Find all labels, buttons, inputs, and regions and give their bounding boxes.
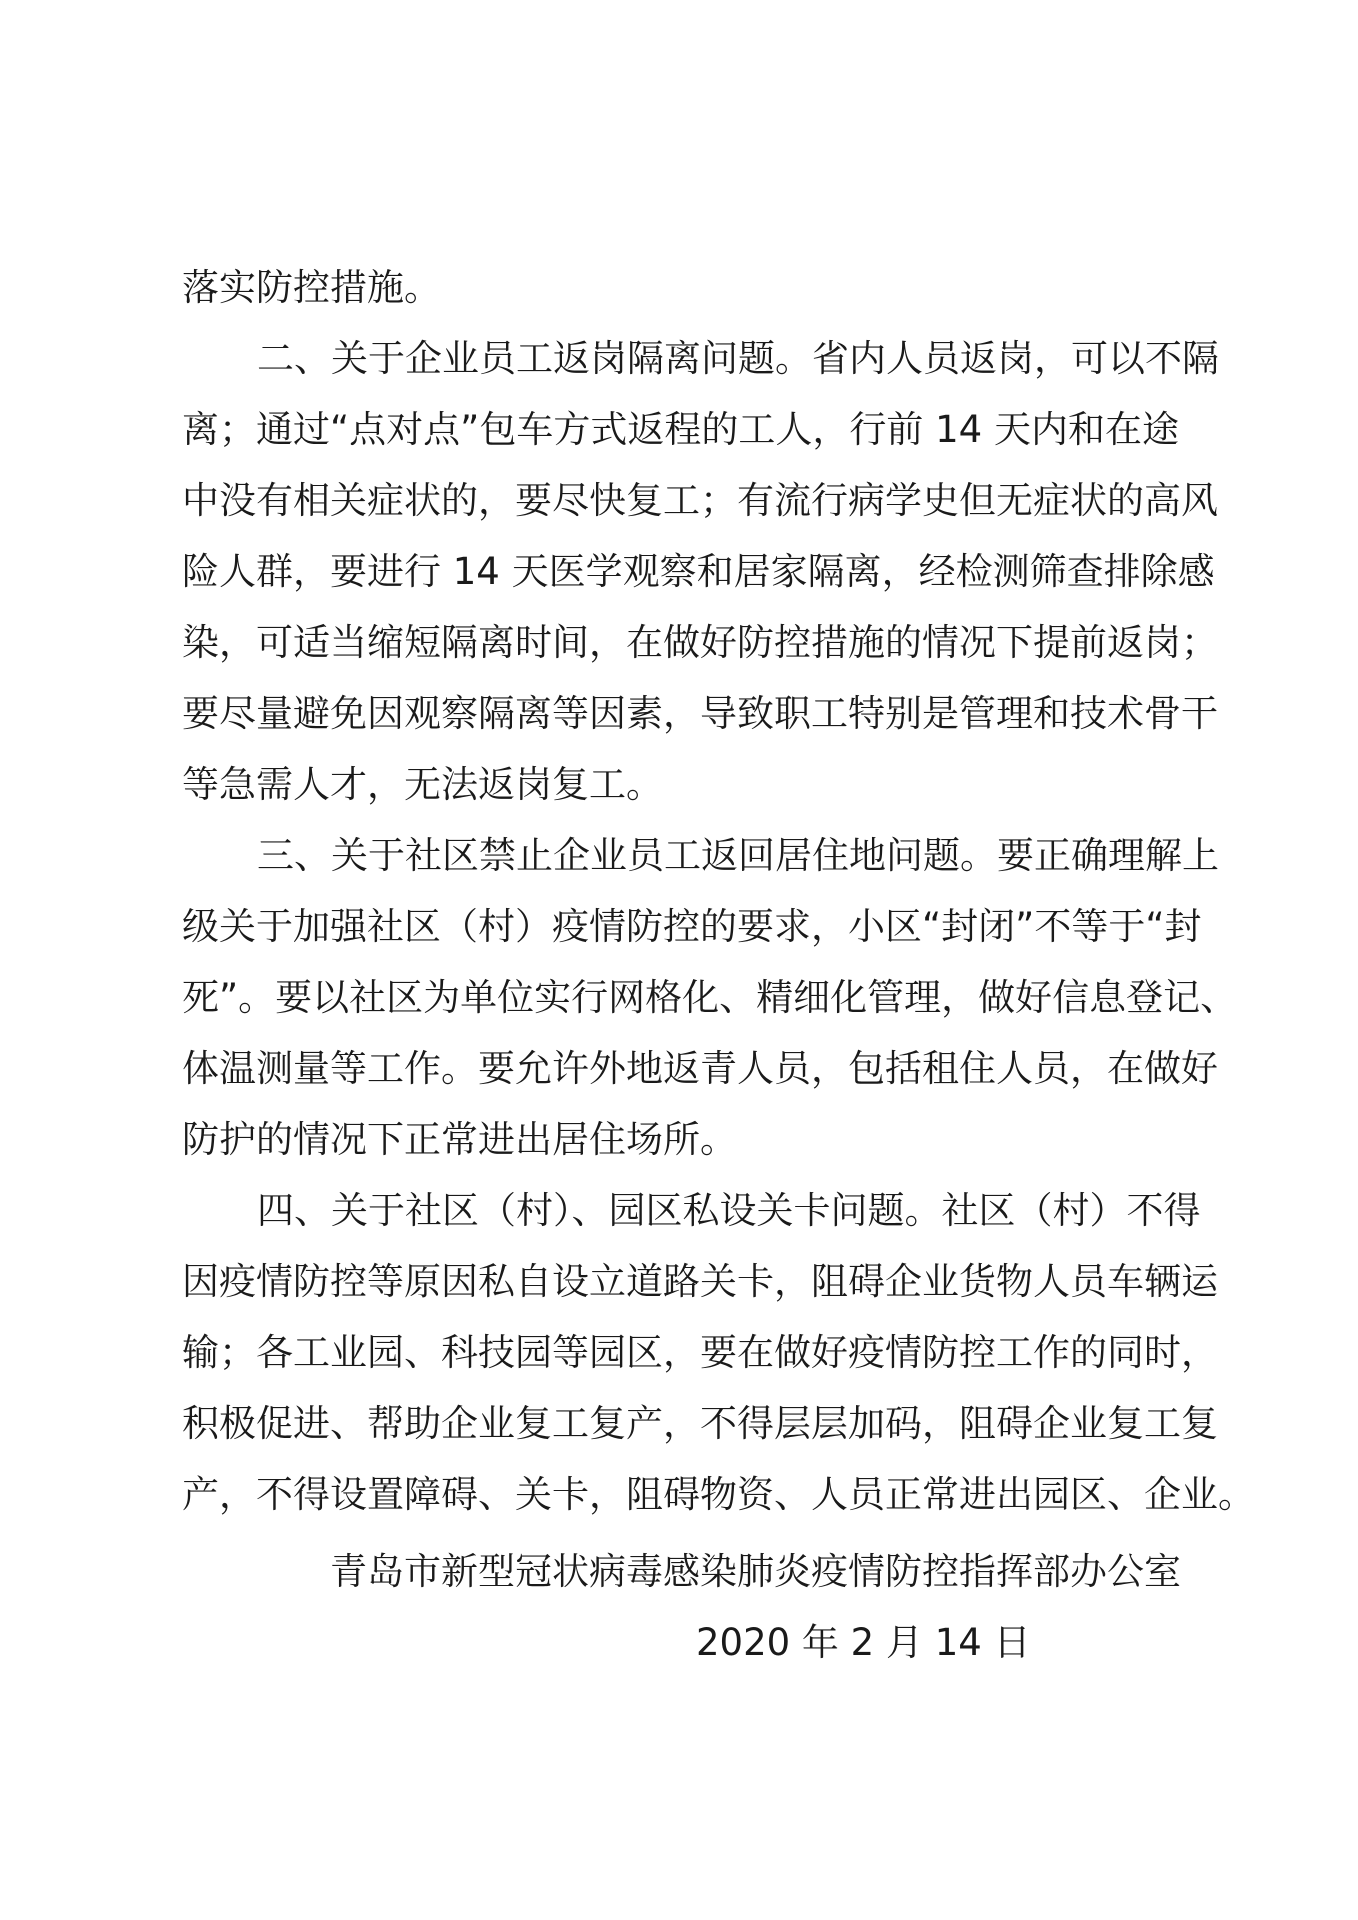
text-line-4: 中没有相关症状的，要尽快复工；有流行病学史但无症状的高风 [182,479,1218,522]
text-line-17: 积极促进、帮助企业复工复产，不得层层加码，阻碍企业复工复 [182,1402,1218,1445]
paragraph-4-start: 四、关于社区（村）、园区私设关卡问题。社区（村）不得 [257,1189,1201,1232]
text-line-12: 体温测量等工作。要允许外地返青人员，包括租住人员，在做好 [182,1047,1218,1090]
text-line-16: 输；各工业园、科技园等园区，要在做好疫情防控工作的同时， [182,1331,1218,1374]
text-line-13: 防护的情况下正常进出居住场所。 [182,1118,737,1161]
text-line-6: 染，可适当缩短隔离时间，在做好防控措施的情况下提前返岗； [182,621,1218,664]
text-line-7: 要尽量避免因观察隔离等因素，导致职工特别是管理和技术骨干 [182,692,1218,735]
text-line-18: 产，不得设置障碍、关卡，阻碍物资、人员正常进出园区、企业。 [182,1473,1255,1516]
issue-date: 2020 年 2 月 14 日 [696,1621,1031,1664]
text-line-1: 落实防控措施。 [182,266,441,309]
text-line-15: 因疫情防控等原因私自设立道路关卡，阻碍企业货物人员车辆运 [182,1260,1218,1303]
text-line-3: 离；通过“点对点”包车方式返程的工人，行前 14 天内和在途 [182,408,1179,451]
paragraph-3-start: 三、关于社区禁止企业员工返回居住地问题。要正确理解上 [257,834,1219,877]
issuing-organization: 青岛市新型冠状病毒感染肺炎疫情防控指挥部办公室 [330,1550,1181,1593]
paragraph-2-start: 二、关于企业员工返岗隔离问题。省内人员返岗，可以不隔 [257,337,1219,380]
text-line-11: 死”。要以社区为单位实行网格化、精细化管理，做好信息登记、 [182,976,1238,1019]
text-line-10: 级关于加强社区（村）疫情防控的要求，小区“封闭”不等于“封 [182,905,1202,948]
text-line-8: 等急需人才，无法返岗复工。 [182,763,663,806]
text-line-5: 险人群，要进行 14 天医学观察和居家隔离，经检测筛查排除感 [182,550,1215,593]
document-body [182,252,1255,1530]
